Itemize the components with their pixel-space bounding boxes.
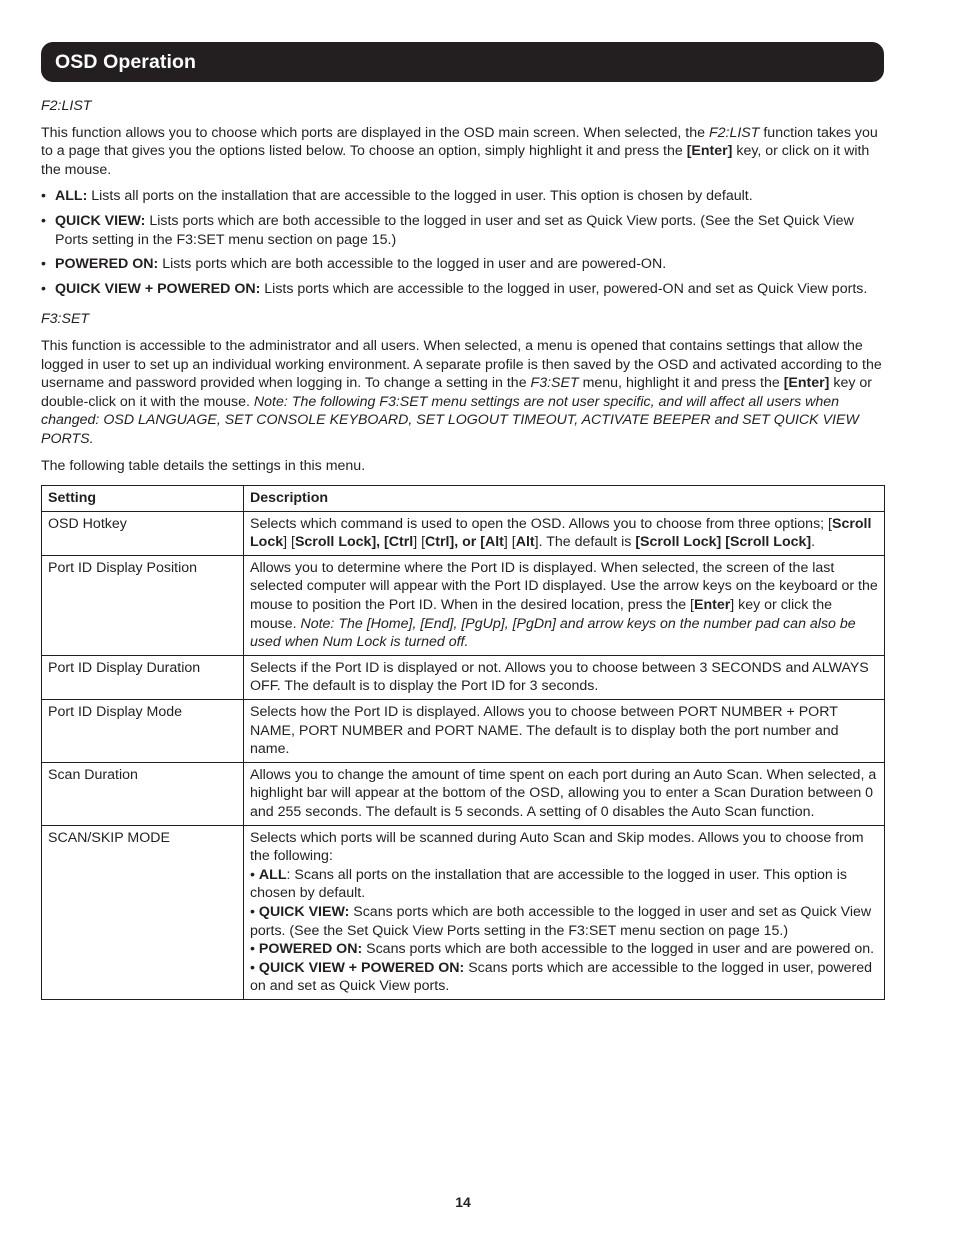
text-run: •: [250, 941, 259, 958]
setting-cell: OSD Hotkey: [42, 511, 244, 555]
description-cell: [244, 700, 885, 763]
text-run: menu, highlight it and press the: [578, 375, 784, 392]
text-run: Note: The [Home], [End], [PgUp], [PgDn] and arrow keys on the number pad can also be used when Num Lock is turned off.: [250, 615, 856, 651]
header-setting: Setting: [42, 486, 244, 512]
text-run: ] [: [503, 534, 516, 551]
f2list-bullets: [41, 187, 884, 298]
text-run: ALL: [258, 866, 287, 883]
text-run: Selects how the Port ID is displayed. Allows you to choose between PORT NUMBER + PORT NAME, PORT NUMBER and PORT NAME. The default is to display both the port number and name.: [250, 704, 839, 758]
text-run: Note: The following F3:SET menu settings are not user specific, and will affect all users when changed: OSD LANGUAGE, SET CONSOLE KEYBOARD, SET LOGOUT TIMEOUT, ACTIVATE BEEPER and SET QUICK VIEW PORTS.: [41, 393, 859, 447]
text-run: Enter: [694, 597, 731, 614]
setting-cell: Scan Duration: [42, 762, 244, 825]
description-cell: [244, 825, 885, 999]
text-run: Scans ports which are both accessible to the logged in user and set as Quick View ports. (See the Set Quick View Ports setting in the F3:SET menu section on page 15.): [250, 903, 872, 939]
text-run: Scans ports which are both accessible to the logged in user and are powered on.: [362, 941, 875, 958]
f3set-heading: F3:SET: [41, 311, 90, 328]
description-cell: [244, 762, 885, 825]
bullet-text: Lists ports which are both accessible to the logged in user and set as Quick View ports. (See the Set Quick View Ports setting in the F3:SET menu section on page 15.): [55, 212, 854, 248]
table-row: [42, 825, 885, 999]
text-run: [Enter]: [783, 375, 830, 392]
text-run: Selects which command is used to open the OSD. Allows you to choose from three options; [: [250, 515, 832, 532]
list-item: [41, 187, 884, 206]
text-run: [Scroll Lock]: [635, 534, 722, 551]
text-run: Ctrl: [425, 534, 450, 551]
bullet-text: Lists all ports on the installation that are accessible to the logged in user. This option is chosen by default.: [87, 188, 753, 205]
list-item: [41, 212, 884, 249]
text-run: Alt: [515, 534, 535, 551]
text-run: ]: [534, 534, 539, 551]
description-cell: [244, 555, 885, 655]
text-run: function takes you to a page that gives you the options listed below. To choose an option, simply highlight it and press the: [41, 124, 878, 160]
text-run: ] key or click the mouse.: [250, 597, 832, 632]
text-run: ] [: [413, 534, 426, 551]
text-run: POWERED ON:: [258, 941, 363, 958]
text-run: ] [: [283, 534, 295, 551]
bullet-text: Lists ports which are both accessible to the logged in user and are powered-ON.: [158, 256, 667, 273]
page-content: [41, 42, 884, 1000]
text-run: F2:LIST: [708, 124, 760, 141]
list-item: [41, 280, 884, 299]
table-row: [42, 655, 885, 699]
text-run: QUICK VIEW + POWERED ON:: [258, 959, 465, 976]
text-run: key or double-click on it with the mouse.: [41, 375, 872, 410]
text-run: Alt: [484, 534, 504, 551]
text-run: [Enter]: [686, 143, 733, 160]
table-row: [42, 511, 885, 555]
text-run: ], or [: [449, 534, 485, 551]
bullet-label: ALL:: [55, 188, 88, 205]
section-title: OSD Operation: [55, 50, 197, 73]
text-run: Allows you to change the amount of time spent on each port during an Auto Scan. When selected, a highlight bar will appear at the bottom of the OSD, allowing you to enter a Scan Duration between 0 and 255 seconds. The default is 5 seconds. A setting of 0 disables the Auto Scan function.: [250, 766, 877, 820]
text-run: .: [811, 534, 816, 551]
text-run: Scroll Lock: [294, 534, 372, 551]
text-run: . The default is: [538, 534, 636, 551]
bullet-icon: •: [41, 256, 46, 273]
text-run: This function is accessible to the administrator and all users. When selected, a menu is opened that contains settings that allow the logged in user to set up an individual working environment. A separate profile is then saved by the OSD and activated according to the username and password provided when logging in. To change a setting in the: [41, 337, 882, 392]
text-run: •: [250, 903, 259, 920]
f2list-intro: [41, 124, 884, 180]
setting-cell: Port ID Display Mode: [42, 700, 244, 763]
f2list-heading: F2:LIST: [41, 98, 92, 114]
table-body: [42, 511, 885, 999]
table-row: [42, 700, 885, 763]
bullet-icon: •: [41, 212, 46, 229]
text-run: QUICK VIEW:: [258, 903, 350, 920]
description-cell: [244, 655, 885, 699]
text-run: Ctrl: [388, 534, 414, 551]
table-row: [42, 762, 885, 825]
bullet-label: POWERED ON:: [55, 256, 159, 273]
f3set-intro: [41, 337, 884, 449]
page-number: 14: [455, 1194, 471, 1210]
text-run: : Scans all ports on the installation that are accessible to the logged in user. This option is chosen by default.: [250, 866, 847, 902]
text-run: Scroll Lock: [250, 515, 872, 551]
section-banner: [41, 42, 884, 82]
list-item: [41, 255, 884, 274]
bullet-text: Lists ports which are accessible to the logged in user, powered-ON and set as Quick View ports.: [260, 280, 868, 297]
text-run: ], [: [371, 534, 389, 551]
text-run: key, or click on it with the mouse.: [41, 143, 870, 178]
bullet-label: QUICK VIEW + POWERED ON:: [55, 280, 261, 297]
table-header-row: [42, 486, 885, 512]
description-cell: [244, 511, 885, 555]
setting-cell: Port ID Display Duration: [42, 655, 244, 699]
text-run: Selects if the Port ID is displayed or not. Allows you to choose between 3 SECONDS and ALWAYS OFF. The default is to display the Port ID for 3 seconds.: [250, 659, 869, 695]
text-run: F3:SET: [530, 375, 579, 392]
setting-cell: SCAN/SKIP MODE: [42, 825, 244, 999]
text-run: This function allows you to choose which ports are displayed in the OSD main screen. When selected, the: [41, 124, 709, 141]
text-run: Allows you to determine where the Port ID is displayed. When selected, the screen of the last selected computer will appear with the Port ID displayed. Use the arrow keys on the keyboard or the mouse to position the Port ID. When in the desired location, press the [: [250, 559, 878, 614]
bullet-icon: •: [41, 188, 46, 205]
bullet-label: QUICK VIEW:: [55, 212, 146, 229]
text-run: Selects which ports will be scanned during Auto Scan and Skip modes. Allows you to choose from the following:: [250, 829, 864, 865]
text-run: Scans ports which are accessible to the logged in user, powered on and set as Quick View ports.: [250, 959, 872, 995]
bullet-icon: •: [41, 280, 46, 297]
header-description: Description: [244, 486, 885, 512]
text-run: •: [250, 866, 259, 883]
text-run: •: [250, 959, 259, 976]
text-run: [Scroll Lock]: [725, 534, 812, 551]
settings-table: [41, 485, 885, 1000]
table-row: [42, 555, 885, 655]
table-intro: The following table details the settings in this menu.: [41, 457, 366, 474]
setting-cell: Port ID Display Position: [42, 555, 244, 655]
